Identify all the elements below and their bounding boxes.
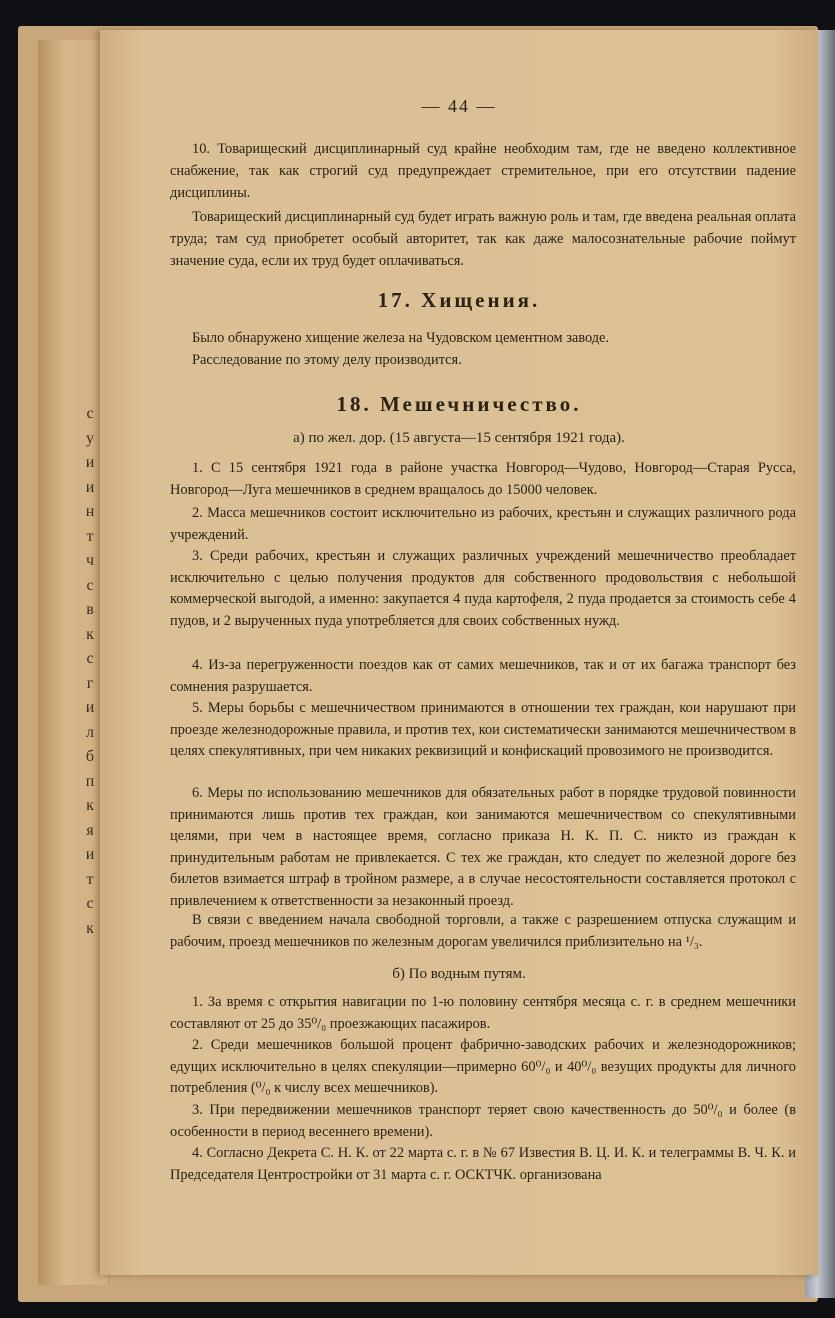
margin-char: с [86, 405, 94, 422]
list-item: 2. Среди мешечников большой процент фабрично-заводских рабочих и железнодорожников; едущих исключительно в целях спекуляции—примерно 60⁰/₀ и 40⁰/₀ везущих продукты для личного потребления (⁰/₀ к числу всех мешечников). [170, 1037, 796, 1096]
paragraph: 10. Товарищеский дисциплинарный суд крайне необходим там, где не введено коллективное снабжение, так как строгий суд предупреждает стремительное, при его отсутствии падение дисциплины. [170, 141, 796, 201]
margin-char: с [86, 895, 94, 912]
list-item: 4. Согласно Декрета С. Н. К. от 22 марта с. г. в № 67 Известия В. Ц. И. К. и телеграммы В. Ч. К. и Председателя Центростройки от 31 марта с. г. ОСКТЧК. организована [170, 1145, 796, 1183]
list-item: 3. При передвижении мешечников транспорт теряет свою качественность до 50⁰/₀ и более (в особенности в период весеннего времени). [170, 1102, 796, 1140]
margin-char: и [85, 478, 95, 496]
margin-char: в [86, 601, 94, 618]
paragraph: Было обнаружено хищение железа на Чудовском цементном заводе. [192, 330, 610, 346]
section-heading-17: 17. Хищения. [377, 288, 541, 312]
margin-char: я [86, 821, 94, 839]
margin-char: б [85, 748, 95, 765]
margin-char: и [85, 699, 95, 716]
list-item: 5. Меры борьбы с мешечничеством принимаются в отношении тех граждан, кои нарушают при проезде железнодорожные правила, и против тех, кои систематически занимаются мешечничеством в целях спекулятивных, при чем никаких реквизиций и конфискаций провозимого не производится. [170, 700, 796, 759]
list-item: 3. Среди рабочих, крестьян и служащих различных учреждений мешечничество преобладает исключительно с целью получения продуктов для собственного продовольствия с небольшой коммерческой выгодой, а именно: закупается 4 пуда картофеля, 2 пуда продается за стоимость себе 4 пудов, и 2 вырученных пуда употребляется для своих собственных нужд. [170, 548, 796, 629]
page-number: — 44 — [421, 96, 497, 116]
margin-char: л [86, 723, 94, 741]
list-item: 4. Из-за перегруженности поездов как от самих мешечников, так и от их багажа транспорт без сомнения разрушается. [170, 657, 796, 695]
paragraph: Расследование по этому делу производится. [192, 352, 462, 368]
list-item: В связи с введением начала свободной торговли, а также с разрешением отпуска служащим и рабочим, проезд мешечников по железным дорогам увеличился приблизительно на ¹/₃. [170, 912, 796, 950]
margin-char: г [86, 674, 94, 692]
paragraph: Товарищеский дисциплинарный суд будет играть важную роль и там, где введена реальная оплата труда; там суд приобретет особый авторитет, так как даже малосознательные рабочие поймут значение суда, если их труд будет оплачиваться. [170, 209, 796, 269]
margin-char: н [85, 503, 95, 520]
margin-char: у [86, 429, 94, 447]
list-item: 1. За время с открытия навигации по 1-ю половину сентября месяца с. г. в среднем мешечники составляют от 25 до 35⁰/₀ проезжающих пасажиров. [170, 994, 796, 1032]
document-page [100, 30, 818, 1275]
margin-char: п [85, 772, 95, 790]
list-item: 2. Масса мешечников состоит исключительно из рабочих, крестьян и служащих различного рода учреждений. [170, 505, 796, 543]
margin-char: к [86, 797, 94, 814]
subsection-heading: а) по жел. дор. (15 августа—15 сентября 1921 года). [293, 430, 625, 446]
subsection-heading: б) По водным путям. [392, 966, 526, 982]
list-item: 6. Меры по использованию мешечников для обязательных работ в порядке трудовой повинности принимаются лишь против тех граждан, кои занимаются мешечничеством со спекулятивными целями, при чем в настоящее время, согласно приказа Н. К. П. С. никто из граждан к принудительным работам не привлекается. С тех же граждан, кто следует по железной дороге без билетов взимается штраф в тройном размере, а в случае несостоятельности составляется протокол с привлечением к ответственности за незаконный проезд. [170, 785, 796, 909]
margin-char: и [85, 454, 95, 471]
margin-char: к [86, 919, 94, 937]
margin-char: и [85, 846, 95, 863]
margin-char: с [86, 650, 94, 667]
section-heading-18: 18. Мешечничество. [336, 392, 582, 416]
margin-char: к [86, 625, 94, 643]
margin-char: ч [85, 552, 95, 569]
left-margin-text [80, 402, 100, 941]
list-item: 1. С 15 сентября 1921 года в районе участка Новгород—Чудово, Новгород—Старая Русса, Новгород—Луга мешечников в среднем вращалось до 15000 человек. [170, 460, 796, 498]
margin-char: с [86, 576, 94, 594]
margin-char: т [86, 527, 94, 545]
margin-char: т [86, 870, 94, 888]
